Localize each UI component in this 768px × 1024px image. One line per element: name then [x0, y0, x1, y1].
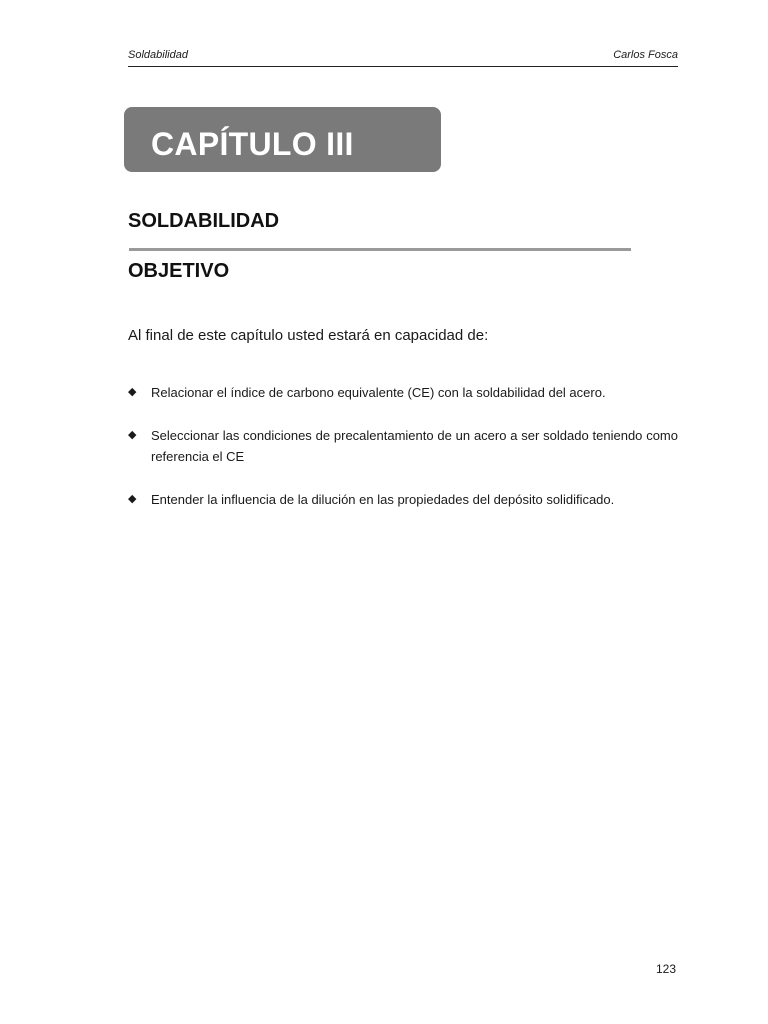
chapter-banner [124, 107, 441, 172]
list-item-text: Seleccionar las condiciones de precalentamiento de un acero a ser soldado teniendo como referencia el CE [151, 428, 678, 464]
chapter-title: CAPÍTULO III [151, 126, 354, 162]
section-divider [129, 248, 631, 251]
header-document-title: Soldabilidad [128, 49, 188, 61]
objective-heading: OBJETIVO [128, 260, 230, 282]
list-item [128, 382, 678, 403]
list-item [128, 425, 678, 467]
diamond-bullet-icon: ◆ [128, 429, 137, 441]
diamond-bullet-icon: ◆ [128, 493, 137, 505]
header-author: Carlos Fosca [613, 49, 678, 61]
diamond-bullet-icon: ◆ [128, 386, 137, 398]
running-header [128, 47, 678, 67]
list-item-text: Relacionar el índice de carbono equivalente (CE) con la soldabilidad del acero. [151, 385, 606, 400]
objective-list [128, 382, 678, 532]
section-title: SOLDABILIDAD [128, 210, 280, 232]
list-item [128, 489, 678, 510]
page-number: 123 [655, 962, 676, 976]
list-item-text: Entender la influencia de la dilución en las propiedades del depósito solidificado. [151, 492, 615, 507]
objective-intro: Al final de este capítulo usted estará en capacidad de: [128, 327, 489, 344]
